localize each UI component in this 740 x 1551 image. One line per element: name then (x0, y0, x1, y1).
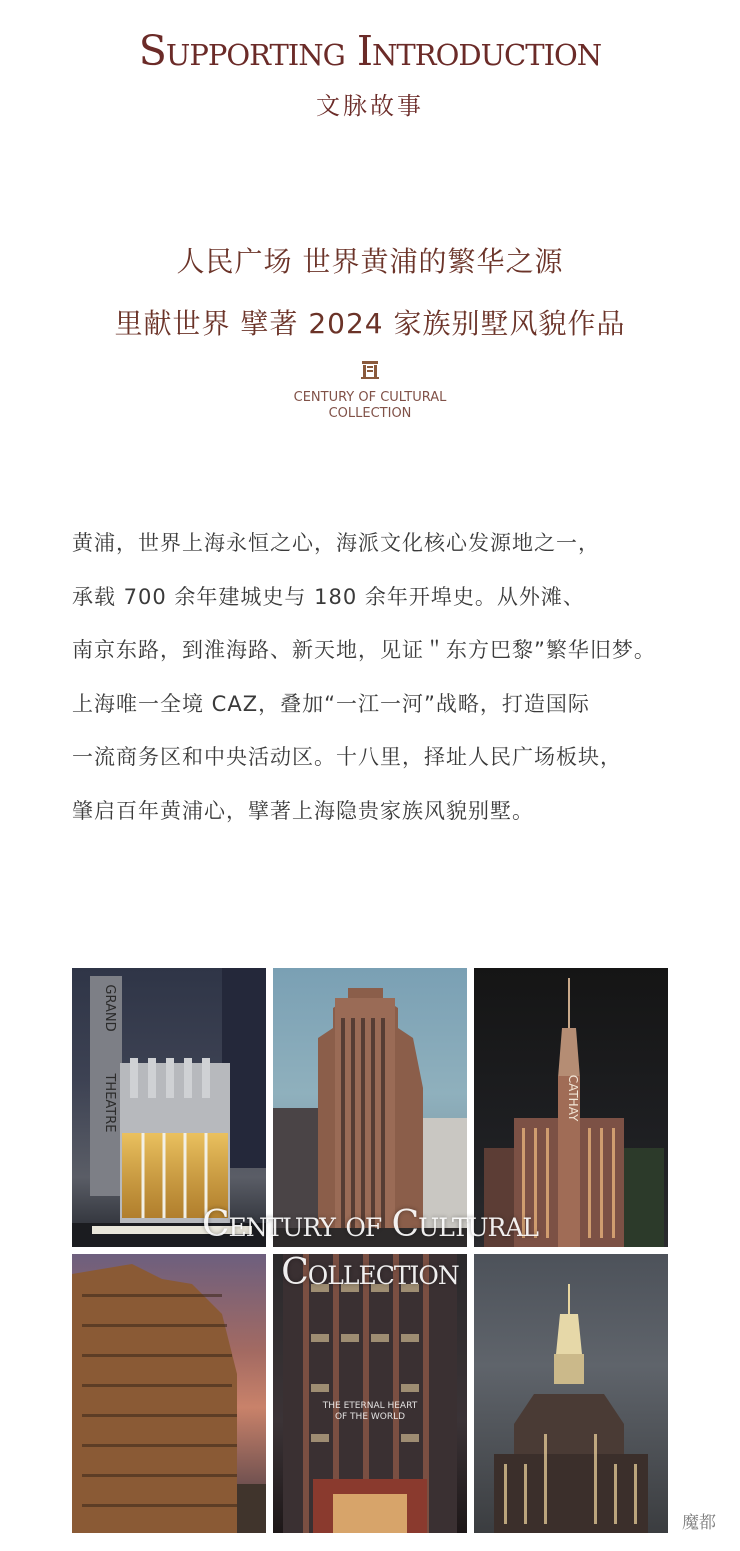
eternal-heart-caption (273, 1401, 467, 1423)
gallery-overlay-title-line-2: Collection (281, 1252, 459, 1293)
photo-gallery (72, 968, 668, 1533)
intro-paragraph (72, 517, 672, 838)
intro-line-1: 黄浦，世界上海永恒之心，海派文化核心发源地之一， (72, 531, 600, 555)
art-deco-facade-illustration (273, 1254, 467, 1533)
intro-line-5: 一流商务区和中央活动区。十八里，择址人民广场板块， (72, 745, 622, 769)
sign-theatre: THEATRE (102, 1073, 117, 1133)
intro-line-3: 南京东路，到淮海路、新天地，见证＂东方巴黎”繁华旧梦。 (72, 638, 656, 662)
brick-tower-illustration (72, 1254, 266, 1533)
brand-logo (0, 360, 740, 422)
photo-art-deco-facade (273, 1254, 467, 1533)
sign-grand: GRAND (102, 984, 117, 1032)
logo-text-line-1: CENTURY OF CULTURAL (293, 390, 447, 405)
gallery-overlay-title-line-1: Century of Cultural (201, 1204, 539, 1245)
eternal-caption-line-2: OF THE WORLD (334, 1412, 406, 1422)
intro-line-6: 肇启百年黄浦心，擘著上海隐贵家族风貌别墅。 (72, 798, 534, 823)
sign-cathay: CATHAY (566, 1074, 580, 1122)
photo-brick-tower (72, 1254, 266, 1533)
watermark: 魔都 (682, 1513, 716, 1533)
page-title-en: Supporting Introduction (138, 27, 602, 75)
slogan-line-2: 里献世界 擘著 2024 家族别墅风貌作品 (114, 307, 626, 340)
page-title-cn: 文脉故事 (316, 92, 424, 120)
eternal-caption-line-1: THE ETERNAL HEART (322, 1401, 418, 1411)
intro-line-2: 承载 700 余年建城史与 180 余年开埠史。从外滩、 (72, 584, 585, 609)
brand-mark-icon (360, 360, 380, 380)
logo-text-line-2: COLLECTION (328, 406, 412, 421)
slogan-line-1: 人民广场 世界黄浦的繁华之源 (176, 245, 564, 278)
intro-line-4: 上海唯一全境 CAZ，叠加“一江一河”战略，打造国际 (72, 691, 590, 716)
photo-lit-spire (474, 1254, 668, 1533)
lit-spire-illustration (474, 1254, 668, 1533)
